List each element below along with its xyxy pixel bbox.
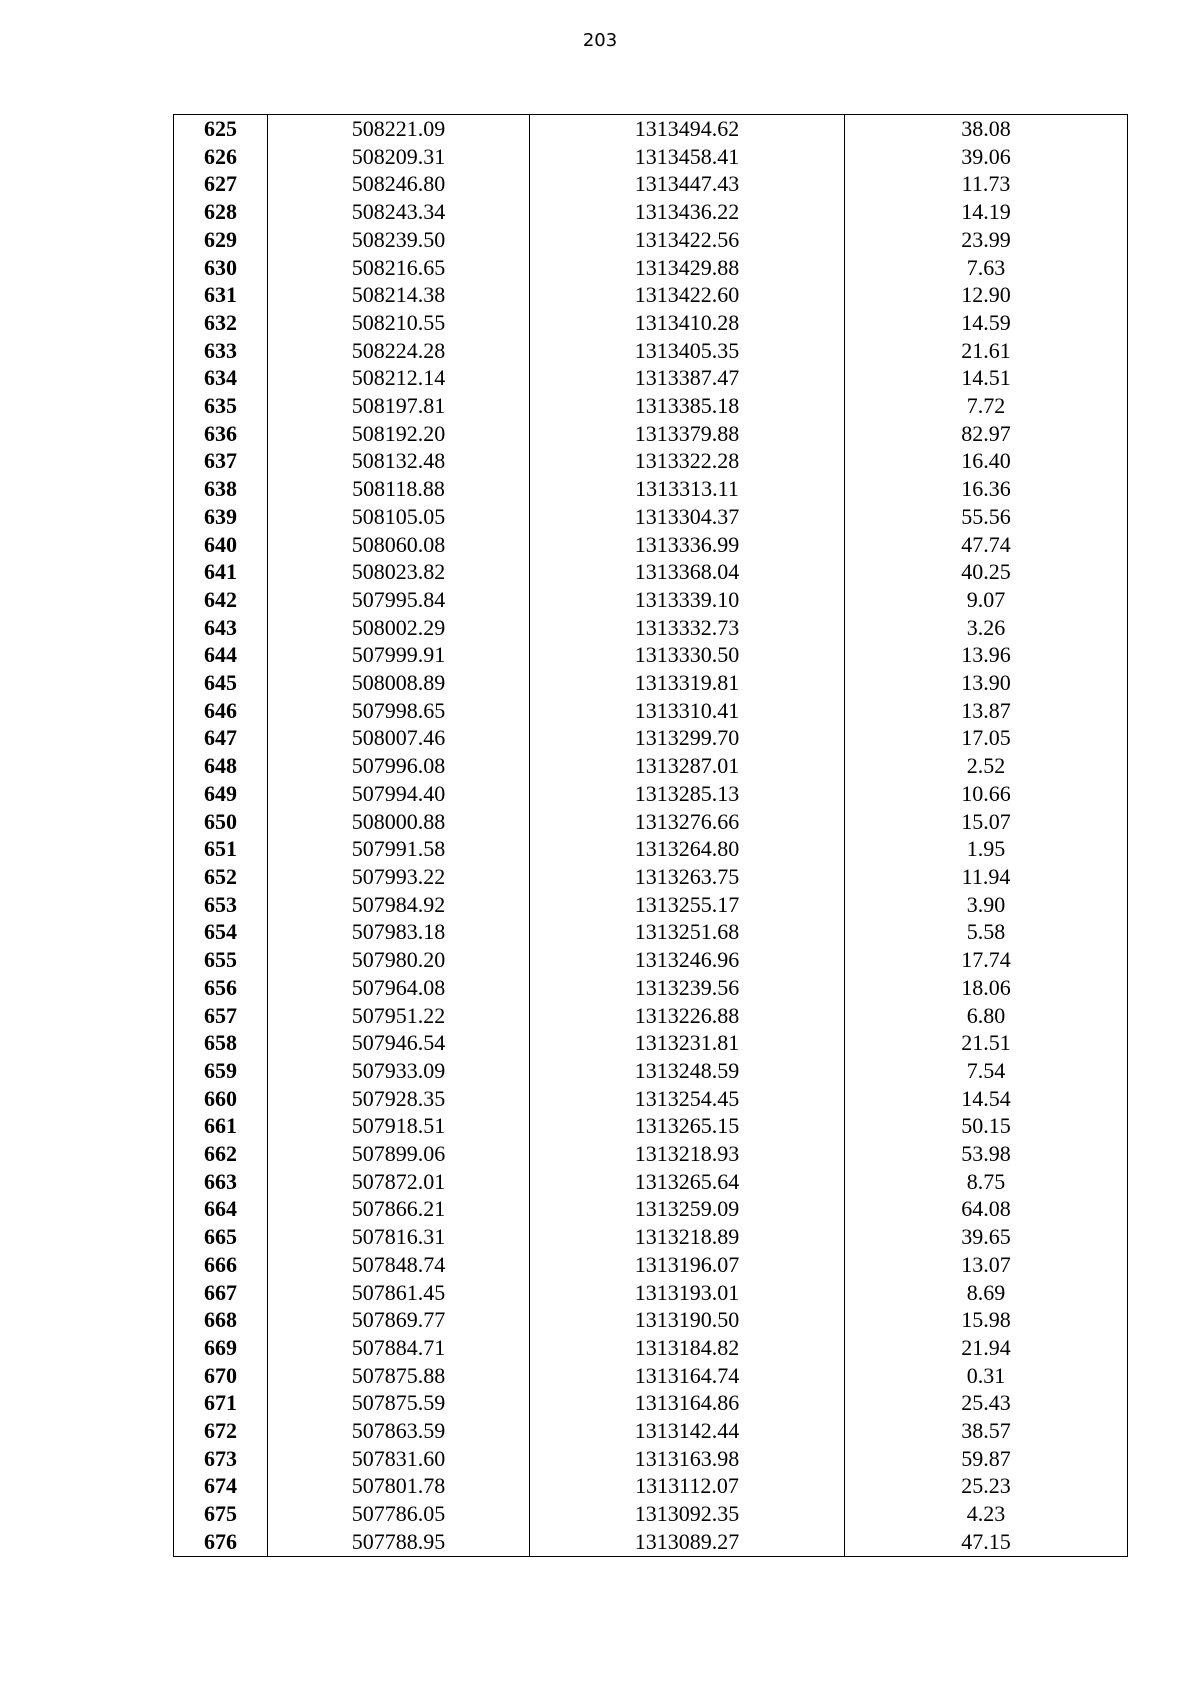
table-row [174,337,1128,365]
table-row [174,170,1128,198]
y-coordinate-cell: 1313322.28 [530,447,845,475]
distance-cell: 11.94 [845,863,1128,891]
point-number-cell: 630 [204,254,237,280]
y-coordinate-cell: 1313319.81 [530,669,845,697]
table-row [174,835,1128,863]
point-number-cell: 673 [204,1445,237,1471]
x-coordinate-cell: 507946.54 [268,1029,530,1057]
table-row [174,115,1128,143]
coordinates-table-container [173,114,1128,1557]
y-coordinate-cell: 1313092.35 [530,1500,845,1528]
point-number-cell: 648 [204,753,237,779]
point-number-cell: 626 [204,143,237,169]
point-number-cell: 646 [204,697,237,723]
distance-cell: 15.98 [845,1306,1128,1334]
y-coordinate-cell: 1313494.62 [530,115,845,143]
y-coordinate-cell: 1313276.66 [530,808,845,836]
x-coordinate-cell: 507831.60 [268,1445,530,1473]
table-row [174,974,1128,1002]
y-coordinate-cell: 1313263.75 [530,863,845,891]
point-number-cell: 668 [204,1307,237,1333]
y-coordinate-cell: 1313436.22 [530,198,845,226]
distance-cell: 39.06 [845,143,1128,171]
x-coordinate-cell: 507869.77 [268,1306,530,1334]
x-coordinate-cell: 508216.65 [268,254,530,282]
distance-cell: 14.59 [845,309,1128,337]
point-number-cell: 656 [204,974,237,1000]
distance-cell: 64.08 [845,1195,1128,1223]
y-coordinate-cell: 1313112.07 [530,1472,845,1500]
point-number-cell: 645 [204,670,237,696]
y-coordinate-cell: 1313264.80 [530,835,845,863]
table-row [174,1528,1128,1556]
x-coordinate-cell: 507996.08 [268,752,530,780]
table-row [174,1334,1128,1362]
distance-cell: 25.43 [845,1389,1128,1417]
table-row [174,1445,1128,1473]
distance-cell: 16.40 [845,447,1128,475]
point-number-cell: 661 [204,1113,237,1139]
table-row [174,1362,1128,1390]
y-coordinate-cell: 1313285.13 [530,780,845,808]
y-coordinate-cell: 1313190.50 [530,1306,845,1334]
table-row [174,752,1128,780]
point-number-cell: 634 [204,365,237,391]
x-coordinate-cell: 507998.65 [268,697,530,725]
x-coordinate-cell: 507816.31 [268,1223,530,1251]
distance-cell: 8.75 [845,1168,1128,1196]
table-row [174,558,1128,586]
x-coordinate-cell: 508023.82 [268,558,530,586]
table-row [174,1057,1128,1085]
y-coordinate-cell: 1313248.59 [530,1057,845,1085]
x-coordinate-cell: 508007.46 [268,724,530,752]
x-coordinate-cell: 507788.95 [268,1528,530,1556]
distance-cell: 47.15 [845,1528,1128,1556]
x-coordinate-cell: 507801.78 [268,1472,530,1500]
distance-cell: 16.36 [845,475,1128,503]
y-coordinate-cell: 1313259.09 [530,1195,845,1223]
table-row [174,780,1128,808]
x-coordinate-cell: 508000.88 [268,808,530,836]
y-coordinate-cell: 1313163.98 [530,1445,845,1473]
point-number-cell: 647 [204,725,237,751]
point-number-cell: 675 [204,1501,237,1527]
y-coordinate-cell: 1313287.01 [530,752,845,780]
table-row [174,392,1128,420]
table-row [174,1500,1128,1528]
y-coordinate-cell: 1313164.86 [530,1389,845,1417]
point-number-cell: 650 [204,808,237,834]
table-row [174,309,1128,337]
point-number-cell: 641 [204,559,237,585]
x-coordinate-cell: 507786.05 [268,1500,530,1528]
y-coordinate-cell: 1313196.07 [530,1251,845,1279]
y-coordinate-cell: 1313231.81 [530,1029,845,1057]
table-row [174,254,1128,282]
x-coordinate-cell: 507984.92 [268,891,530,919]
table-row [174,1168,1128,1196]
point-number-cell: 643 [204,614,237,640]
distance-cell: 13.96 [845,641,1128,669]
point-number-cell: 670 [204,1362,237,1388]
y-coordinate-cell: 1313246.96 [530,946,845,974]
point-number-cell: 640 [204,531,237,557]
point-number-cell: 666 [204,1251,237,1277]
distance-cell: 82.97 [845,420,1128,448]
point-number-cell: 655 [204,947,237,973]
distance-cell: 5.58 [845,918,1128,946]
distance-cell: 12.90 [845,281,1128,309]
y-coordinate-cell: 1313254.45 [530,1085,845,1113]
table-row [174,503,1128,531]
point-number-cell: 627 [204,171,237,197]
point-number-cell: 631 [204,282,237,308]
x-coordinate-cell: 508212.14 [268,364,530,392]
point-number-cell: 644 [204,642,237,668]
distance-cell: 40.25 [845,558,1128,586]
x-coordinate-cell: 507983.18 [268,918,530,946]
distance-cell: 14.51 [845,364,1128,392]
table-row [174,143,1128,171]
point-number-cell: 660 [204,1085,237,1111]
distance-cell: 8.69 [845,1279,1128,1307]
distance-cell: 17.05 [845,724,1128,752]
table-row [174,614,1128,642]
x-coordinate-cell: 508192.20 [268,420,530,448]
y-coordinate-cell: 1313336.99 [530,531,845,559]
point-number-cell: 659 [204,1057,237,1083]
x-coordinate-cell: 508002.29 [268,614,530,642]
x-coordinate-cell: 508243.34 [268,198,530,226]
x-coordinate-cell: 508197.81 [268,392,530,420]
y-coordinate-cell: 1313422.56 [530,226,845,254]
y-coordinate-cell: 1313164.74 [530,1362,845,1390]
x-coordinate-cell: 507848.74 [268,1251,530,1279]
distance-cell: 21.51 [845,1029,1128,1057]
table-row [174,1279,1128,1307]
table-row [174,420,1128,448]
table-row [174,531,1128,559]
table-row [174,1195,1128,1223]
x-coordinate-cell: 508246.80 [268,170,530,198]
point-number-cell: 664 [204,1196,237,1222]
distance-cell: 6.80 [845,1002,1128,1030]
x-coordinate-cell: 507875.88 [268,1362,530,1390]
distance-cell: 4.23 [845,1500,1128,1528]
distance-cell: 0.31 [845,1362,1128,1390]
x-coordinate-cell: 508224.28 [268,337,530,365]
point-number-cell: 676 [204,1528,237,1554]
point-number-cell: 674 [204,1473,237,1499]
point-number-cell: 665 [204,1224,237,1250]
x-coordinate-cell: 507861.45 [268,1279,530,1307]
x-coordinate-cell: 507994.40 [268,780,530,808]
y-coordinate-cell: 1313458.41 [530,143,845,171]
point-number-cell: 672 [204,1418,237,1444]
distance-cell: 13.90 [845,669,1128,697]
x-coordinate-cell: 507899.06 [268,1140,530,1168]
x-coordinate-cell: 507866.21 [268,1195,530,1223]
point-number-cell: 652 [204,863,237,889]
distance-cell: 14.19 [845,198,1128,226]
point-number-cell: 628 [204,199,237,225]
coordinates-table [173,114,1128,1557]
y-coordinate-cell: 1313447.43 [530,170,845,198]
point-number-cell: 629 [204,226,237,252]
distance-cell: 9.07 [845,586,1128,614]
y-coordinate-cell: 1313405.35 [530,337,845,365]
distance-cell: 55.56 [845,503,1128,531]
table-row [174,1140,1128,1168]
table-row [174,697,1128,725]
y-coordinate-cell: 1313239.56 [530,974,845,1002]
y-coordinate-cell: 1313379.88 [530,420,845,448]
table-row [174,641,1128,669]
distance-cell: 13.87 [845,697,1128,725]
point-number-cell: 669 [204,1334,237,1360]
y-coordinate-cell: 1313193.01 [530,1279,845,1307]
table-row [174,1417,1128,1445]
y-coordinate-cell: 1313387.47 [530,364,845,392]
point-number-cell: 653 [204,891,237,917]
y-coordinate-cell: 1313265.64 [530,1168,845,1196]
x-coordinate-cell: 508239.50 [268,226,530,254]
x-coordinate-cell: 508105.05 [268,503,530,531]
point-number-cell: 649 [204,780,237,806]
point-number-cell: 662 [204,1141,237,1167]
distance-cell: 7.54 [845,1057,1128,1085]
y-coordinate-cell: 1313265.15 [530,1112,845,1140]
y-coordinate-cell: 1313368.04 [530,558,845,586]
point-number-cell: 638 [204,476,237,502]
distance-cell: 1.95 [845,835,1128,863]
distance-cell: 3.26 [845,614,1128,642]
point-number-cell: 667 [204,1279,237,1305]
point-number-cell: 633 [204,337,237,363]
x-coordinate-cell: 508060.08 [268,531,530,559]
distance-cell: 47.74 [845,531,1128,559]
table-row [174,447,1128,475]
distance-cell: 23.99 [845,226,1128,254]
table-row [174,1002,1128,1030]
point-number-cell: 657 [204,1002,237,1028]
distance-cell: 21.61 [845,337,1128,365]
x-coordinate-cell: 508008.89 [268,669,530,697]
y-coordinate-cell: 1313299.70 [530,724,845,752]
y-coordinate-cell: 1313422.60 [530,281,845,309]
point-number-cell: 654 [204,919,237,945]
point-number-cell: 636 [204,420,237,446]
x-coordinate-cell: 507999.91 [268,641,530,669]
distance-cell: 25.23 [845,1472,1128,1500]
distance-cell: 38.57 [845,1417,1128,1445]
distance-cell: 39.65 [845,1223,1128,1251]
table-row [174,1306,1128,1334]
x-coordinate-cell: 508210.55 [268,309,530,337]
distance-cell: 53.98 [845,1140,1128,1168]
point-number-cell: 663 [204,1168,237,1194]
y-coordinate-cell: 1313313.11 [530,475,845,503]
x-coordinate-cell: 507872.01 [268,1168,530,1196]
y-coordinate-cell: 1313339.10 [530,586,845,614]
point-number-cell: 671 [204,1390,237,1416]
distance-cell: 10.66 [845,780,1128,808]
distance-cell: 18.06 [845,974,1128,1002]
y-coordinate-cell: 1313184.82 [530,1334,845,1362]
x-coordinate-cell: 507980.20 [268,946,530,974]
x-coordinate-cell: 507964.08 [268,974,530,1002]
point-number-cell: 625 [204,116,237,141]
table-row [174,1112,1128,1140]
y-coordinate-cell: 1313218.89 [530,1223,845,1251]
y-coordinate-cell: 1313310.41 [530,697,845,725]
table-row [174,281,1128,309]
x-coordinate-cell: 508221.09 [268,115,530,143]
table-row [174,669,1128,697]
distance-cell: 38.08 [845,115,1128,143]
table-row [174,226,1128,254]
table-row [174,891,1128,919]
table-row [174,198,1128,226]
x-coordinate-cell: 507884.71 [268,1334,530,1362]
y-coordinate-cell: 1313142.44 [530,1417,845,1445]
distance-cell: 21.94 [845,1334,1128,1362]
table-row [174,724,1128,752]
distance-cell: 15.07 [845,808,1128,836]
table-row [174,1223,1128,1251]
distance-cell: 7.63 [845,254,1128,282]
y-coordinate-cell: 1313218.93 [530,1140,845,1168]
x-coordinate-cell: 507993.22 [268,863,530,891]
table-row [174,364,1128,392]
table-row [174,475,1128,503]
table-row [174,918,1128,946]
x-coordinate-cell: 508209.31 [268,143,530,171]
table-row [174,1251,1128,1279]
y-coordinate-cell: 1313226.88 [530,1002,845,1030]
x-coordinate-cell: 507918.51 [268,1112,530,1140]
point-number-cell: 642 [204,586,237,612]
table-row [174,1472,1128,1500]
y-coordinate-cell: 1313251.68 [530,918,845,946]
distance-cell: 3.90 [845,891,1128,919]
distance-cell: 59.87 [845,1445,1128,1473]
x-coordinate-cell: 507951.22 [268,1002,530,1030]
table-row [174,1085,1128,1113]
x-coordinate-cell: 507928.35 [268,1085,530,1113]
y-coordinate-cell: 1313410.28 [530,309,845,337]
x-coordinate-cell: 507875.59 [268,1389,530,1417]
table-row [174,586,1128,614]
distance-cell: 50.15 [845,1112,1128,1140]
point-number-cell: 639 [204,503,237,529]
distance-cell: 17.74 [845,946,1128,974]
y-coordinate-cell: 1313089.27 [530,1528,845,1556]
table-row [174,863,1128,891]
distance-cell: 7.72 [845,392,1128,420]
y-coordinate-cell: 1313332.73 [530,614,845,642]
x-coordinate-cell: 507863.59 [268,1417,530,1445]
y-coordinate-cell: 1313385.18 [530,392,845,420]
y-coordinate-cell: 1313429.88 [530,254,845,282]
table-row [174,1029,1128,1057]
point-number-cell: 637 [204,448,237,474]
point-number-cell: 635 [204,393,237,419]
table-row [174,1389,1128,1417]
point-number-cell: 651 [204,836,237,862]
x-coordinate-cell: 508118.88 [268,475,530,503]
y-coordinate-cell: 1313330.50 [530,641,845,669]
x-coordinate-cell: 508214.38 [268,281,530,309]
x-coordinate-cell: 507991.58 [268,835,530,863]
coordinates-table-body [174,115,1128,1557]
x-coordinate-cell: 507995.84 [268,586,530,614]
x-coordinate-cell: 507933.09 [268,1057,530,1085]
distance-cell: 14.54 [845,1085,1128,1113]
y-coordinate-cell: 1313304.37 [530,503,845,531]
distance-cell: 13.07 [845,1251,1128,1279]
point-number-cell: 658 [204,1030,237,1056]
y-coordinate-cell: 1313255.17 [530,891,845,919]
table-row [174,946,1128,974]
x-coordinate-cell: 508132.48 [268,447,530,475]
distance-cell: 2.52 [845,752,1128,780]
table-row [174,808,1128,836]
distance-cell: 11.73 [845,170,1128,198]
point-number-cell: 632 [204,309,237,335]
page-number: 203 [582,30,618,51]
